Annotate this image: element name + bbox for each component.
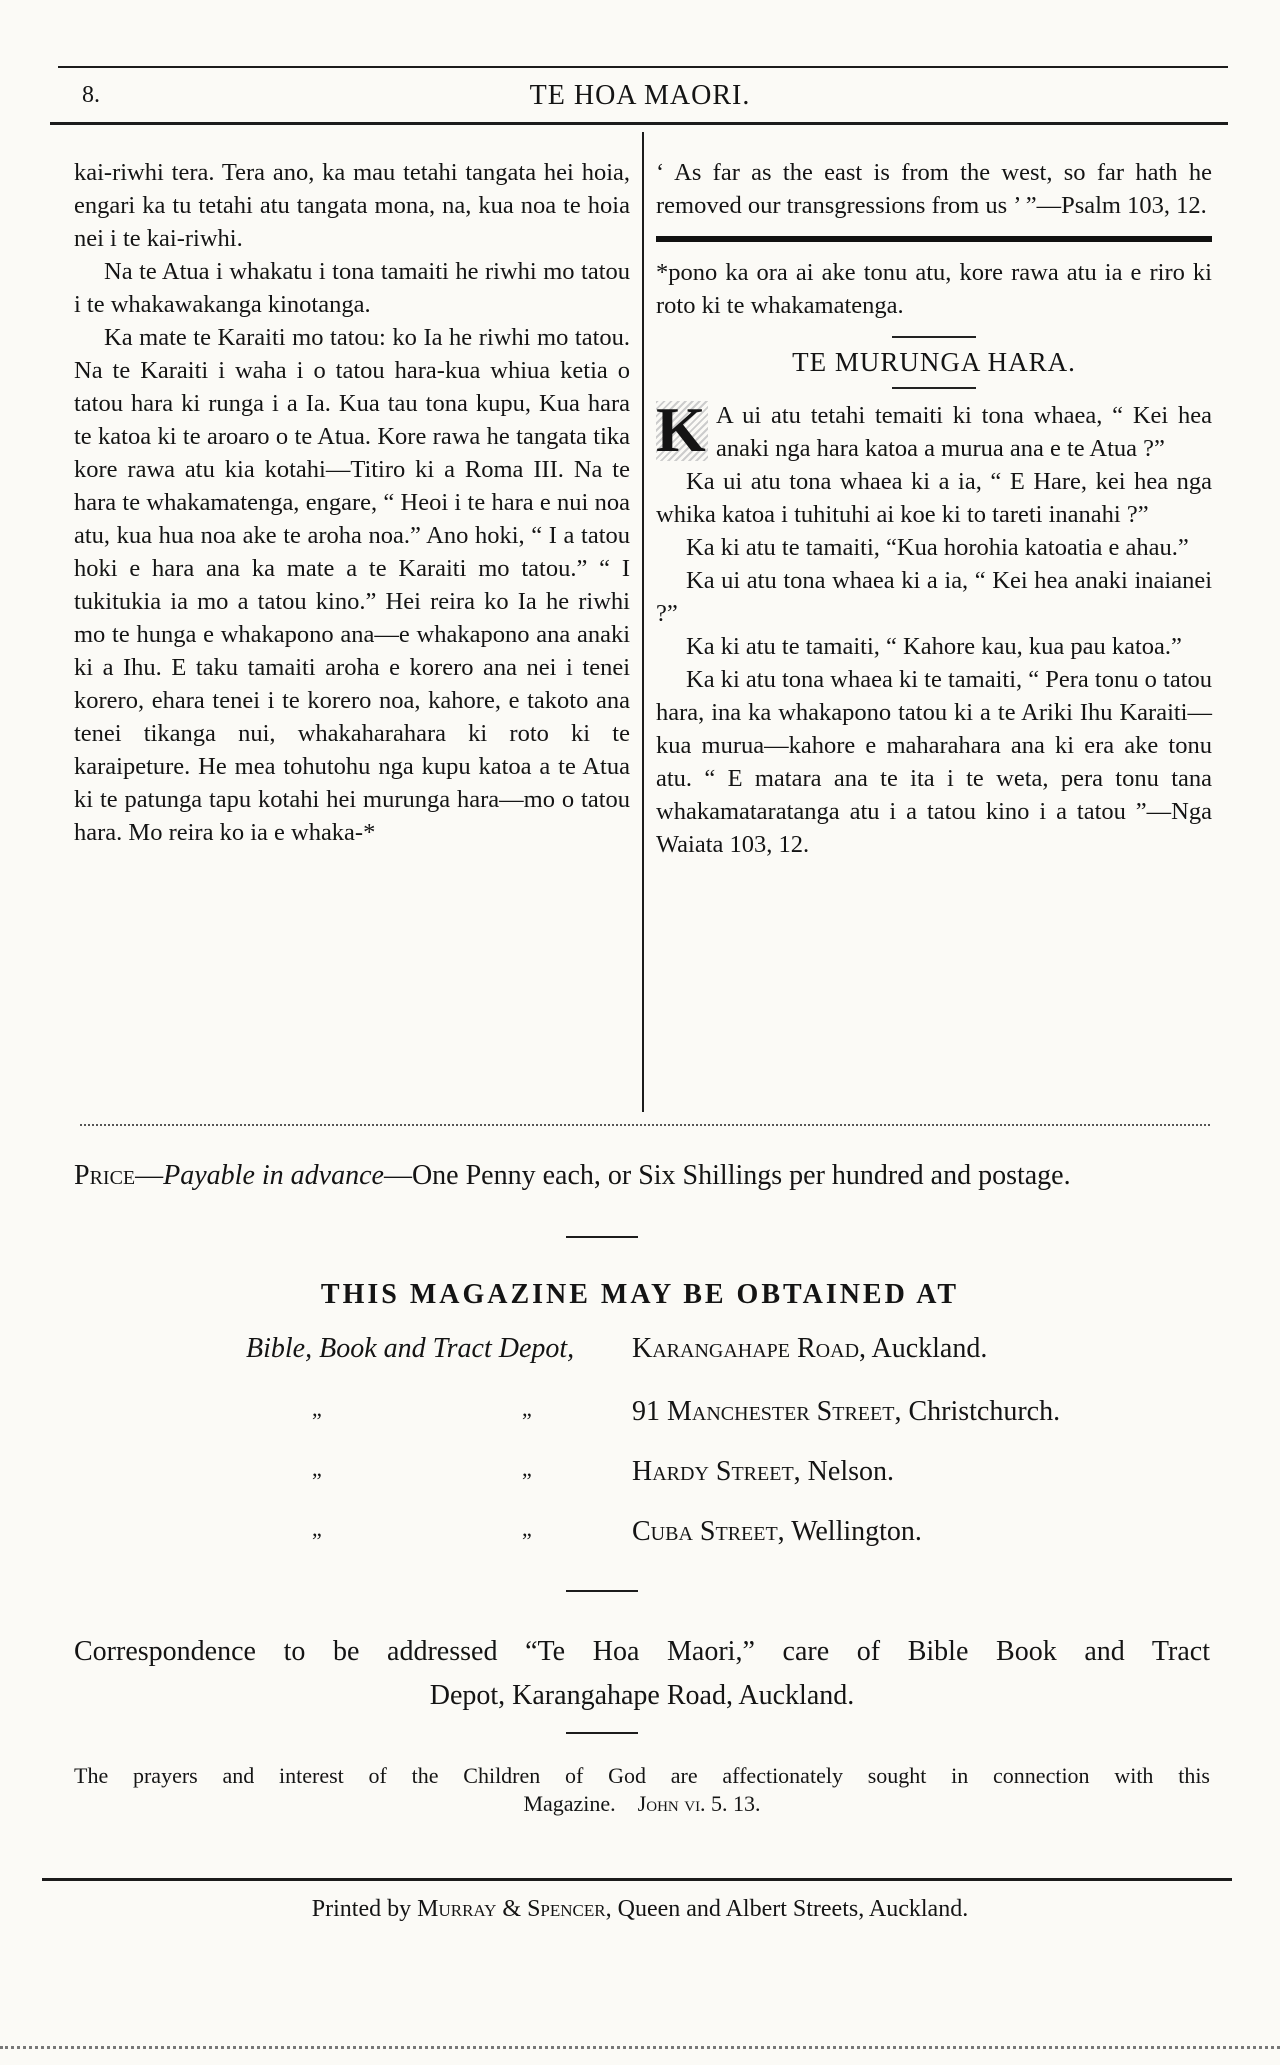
story-paragraph: Ka ui atu tona whaea ki a ia, “ Kei hea anaki inaianei ?” — [656, 567, 1212, 627]
price-text: One Penny each, or Six Shillings per hundred and postage. — [411, 1160, 1071, 1191]
correspondence-line: Correspondence to be addressed “Te Hoa Maori,” care of Bible Book and Tract — [74, 1636, 1210, 1667]
dotted-rule — [80, 1124, 1210, 1126]
story-paragraph: Ka ki atu te tamaiti, “Kua horohia katoatia e ahau.” — [686, 534, 1189, 561]
story-opening-text: A ui atu tetahi temaiti ki tona whaea, “ Kei hea anaki nga hara katoa a murua ana e te Atua ?” — [716, 402, 1212, 462]
price-label: Price — [74, 1160, 136, 1191]
story-paragraph: Ka ki atu tona whaea ki te tamaiti, “ Pera tonu o tatou hara, ina ka whakapono tatou ki a te Ariki Ihu Karaiti—kua murua—kahore e maharahara ana ki era ake tonu atu. “ E matara ana te ita i te weta, pera tonu tana whakamataratanga atu i a tatou kino i a tatou ”—Nga Waiata 103, 12. — [656, 666, 1212, 858]
left-paragraph: Ka mate te Karaiti mo tatou: ko Ia he riwhi mo tatou. Na te Karaiti i waha i o tatou hara-kua whiua ketia o tatou hara ki runga i a Ia. Kua tau tona kupu, Kua hara te katoa ki te aroaro o te Atua. Kore rawa he tangata tika kore rawa atu kia kotahi—Titiro ki a Roma III. Na te hara te whakamatenga, engare, “ Heoi i te hara e nui noa atu, kua hua noa ake te aroha noa.” Ano hoki, “ I a tatou hoki e hara ana ka mate a te Karaiti mo tatou.” “ I tukitukia ia mo a tatou kino.” Hei reira ko Ia he riwhi mo te hunga e whakapono ana—e whakapono ana anaki ki a Ihu. E taku tamaiti aroha e korero ana nei i tenei korero, ehara tenei i te korero noa, kahore, e takoto ana tenei tikanga nui, whakaharahara ki roto ki te karaipeture. He mea tohutohu nga kupu katoa a te Atua ki te patunga tapu kotahi hei murunga hara—mo o tatou hara. Mo reira ko ia e whaka-* — [74, 324, 630, 846]
price-line — [74, 1160, 1210, 1192]
short-rule — [892, 387, 976, 389]
story-paragraph: Ka ui atu tona whaea ki a ia, “ E Hare, kei hea nga whika katoa i tuhituhi ai koe ki to tareti inanahi ?” — [656, 468, 1212, 528]
correspondence-notice — [74, 1630, 1210, 1718]
printer-firm: Murray & Spencer, — [417, 1896, 612, 1922]
ditto-mark: „ — [312, 1396, 322, 1421]
price-dash: — — [383, 1160, 412, 1191]
price-dash: — — [135, 1160, 164, 1191]
depot-row — [0, 1456, 1280, 1492]
ditto-mark: „ — [312, 1516, 322, 1541]
section-divider-rule — [656, 236, 1212, 242]
section-heading: TE MURUNGA HARA. — [792, 347, 1076, 377]
bottom-edge-line — [0, 2046, 1280, 2049]
ditto-mark: „ — [312, 1456, 322, 1481]
page-number: 8. — [82, 82, 100, 108]
prayers-notice — [74, 1762, 1210, 1818]
header-rule — [50, 122, 1228, 125]
ditto-mark: „ — [522, 1396, 532, 1421]
depot-row — [0, 1516, 1280, 1552]
short-rule — [892, 336, 976, 338]
magazine-heading: THIS MAGAZINE MAY BE OBTAINED AT — [320, 1279, 960, 1310]
depot-address: 91 Manchester Street, Christchurch. — [632, 1396, 1061, 1427]
story-paragraph — [656, 394, 1212, 465]
depot-address: Cuba Street, Wellington. — [632, 1516, 922, 1547]
short-rule — [566, 1732, 638, 1734]
left-column — [74, 156, 630, 849]
dropcap-letter: K — [656, 401, 708, 461]
ditto-mark: „ — [522, 1456, 532, 1481]
psalm-quote: ‘ As far as the east is from the west, so far hath he removed our transgressions from us ’ ”—Psalm 103, 12. — [656, 159, 1212, 219]
payable-in-advance: Payable in advance — [163, 1160, 384, 1191]
short-rule — [566, 1236, 638, 1238]
column-divider — [642, 132, 644, 1112]
depot-address: Karangahape Road, Auckland. — [632, 1333, 988, 1364]
scripture-reference: John vi. 5. 13. — [637, 1791, 761, 1816]
short-rule — [566, 1590, 638, 1592]
continuation-paragraph: *pono ka ora ai ake tonu atu, kore rawa atu ia e riro ki roto ki te whakamatenga. — [656, 259, 1212, 319]
story-paragraph: Ka ki atu te tamaiti, “ Kahore kau, kua pau katoa.” — [686, 633, 1182, 660]
printer-imprint: Printed by Murray & Spencer, Queen and Albert Streets, Auckland. — [311, 1896, 969, 1922]
top-border-rule — [58, 66, 1228, 68]
prayers-line: The prayers and interest of the Children of God are affectionately sought in connection with this — [74, 1763, 1210, 1788]
ditto-mark: „ — [522, 1516, 532, 1541]
depot-address: Hardy Street, Nelson. — [632, 1456, 894, 1487]
prayers-line: Magazine. John vi. 5. 13. — [523, 1791, 761, 1816]
left-paragraph: Na te Atua i whakatu i tona tamaiti he riwhi mo tatou i te whakawakanga kinotanga. — [74, 258, 630, 318]
depot-row — [0, 1333, 1280, 1369]
running-title: TE HOA MAORI. — [529, 80, 751, 111]
depot-name: Bible, Book and Tract Depot, — [246, 1333, 575, 1364]
left-paragraph: kai-riwhi tera. Tera ano, ka mau tetahi tangata hei hoia, engari ka tu tetahi atu tangata mona, na, kua noa te hoia nei i te kai-riwhi. — [74, 159, 630, 252]
correspondence-line: Depot, Karangahape Road, Auckland. — [429, 1680, 855, 1711]
right-column — [656, 156, 1212, 861]
bottom-border-rule — [42, 1878, 1232, 1881]
depot-row — [0, 1396, 1280, 1432]
